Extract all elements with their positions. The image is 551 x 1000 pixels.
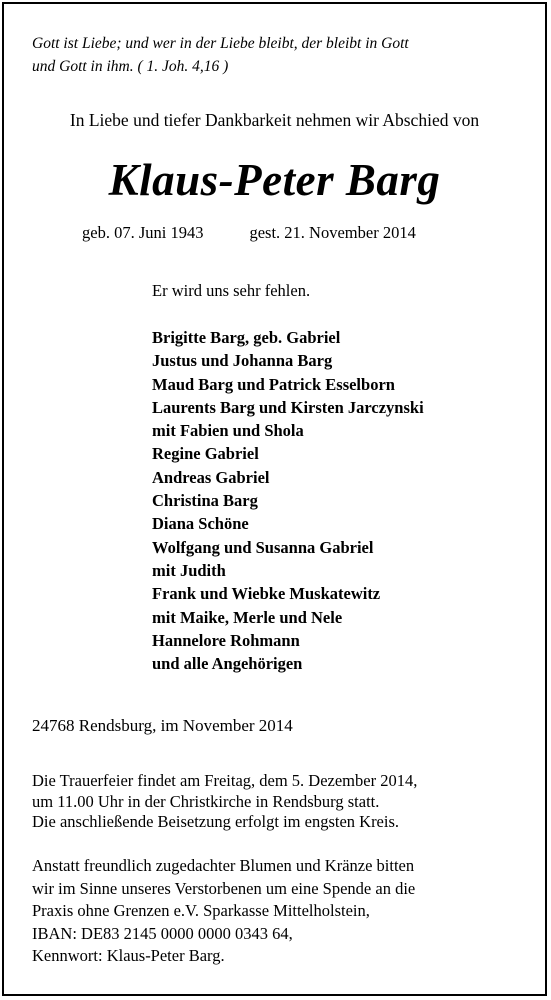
mourner-line: Brigitte Barg, geb. Gabriel (152, 328, 341, 347)
donation-info (32, 855, 415, 968)
funeral-service-info (32, 771, 417, 833)
deceased-name: Klaus-Peter Barg (108, 155, 441, 205)
place-date: 24768 Rendsburg, im November 2014 (32, 716, 293, 735)
donation-line: wir im Sinne unseres Verstorbenen um eine Spende an die (32, 878, 416, 898)
mourner-line: und alle Angehörigen (152, 654, 303, 674)
mourner-line: mit Maike, Merle und Nele (152, 607, 343, 627)
service-line: Die anschließende Beisetzung erfolgt im engsten Kreis. (32, 812, 400, 831)
verse-line: Gott ist Liebe; und wer in der Liebe bleibt, der bleibt in Gott (32, 35, 409, 52)
mourner-line: Laurents Barg und Kirsten Jarczynski (152, 397, 424, 417)
death-date: gest. 21. November 2014 (249, 223, 416, 242)
intro-text: In Liebe und tiefer Dankbarkeit nehmen wir Abschied von (69, 110, 480, 130)
mourner-line: Andreas Gabriel (152, 467, 270, 487)
donation-line: Praxis ohne Grenzen e.V. Sparkasse Mittelholstein, (32, 901, 370, 920)
mourner-line: Diana Schöne (152, 514, 249, 534)
mourners-list (152, 326, 424, 675)
life-dates (82, 223, 416, 243)
birth-date: geb. 07. Juni 1943 (82, 223, 204, 242)
mourner-line: mit Fabien und Shola (152, 421, 304, 441)
mourner-line: Maud Barg und Patrick Esselborn (152, 374, 395, 394)
mourner-line: mit Judith (152, 560, 226, 580)
mourner-line: Frank und Wiebke Muskatewitz (152, 584, 381, 604)
donation-line: Anstatt freundlich zugedachter Blumen und Kränze bitten (32, 856, 415, 875)
mourner-line: Hannelore Rohmann (152, 630, 300, 650)
missed-text: Er wird uns sehr fehlen. (152, 281, 311, 300)
service-line: Die Trauerfeier findet am Freitag, dem 5. Dezember 2014, (32, 771, 418, 790)
mourner-line: Justus und Johanna Barg (152, 351, 333, 371)
bible-verse (32, 32, 532, 78)
verse-line: und Gott in ihm. ( 1. Joh. 4,16 ) (32, 58, 229, 75)
obituary-notice (2, 2, 547, 996)
service-line: um 11.00 Uhr in der Christkirche in Rendsburg statt. (32, 791, 380, 811)
mourner-line: Wolfgang und Susanna Gabriel (152, 537, 374, 557)
donation-line: IBAN: DE83 2145 0000 0000 0343 64, (32, 923, 293, 943)
mourner-line: Christina Barg (152, 491, 258, 511)
donation-line: Kennwort: Klaus-Peter Barg. (32, 946, 225, 965)
mourner-line: Regine Gabriel (152, 444, 259, 464)
